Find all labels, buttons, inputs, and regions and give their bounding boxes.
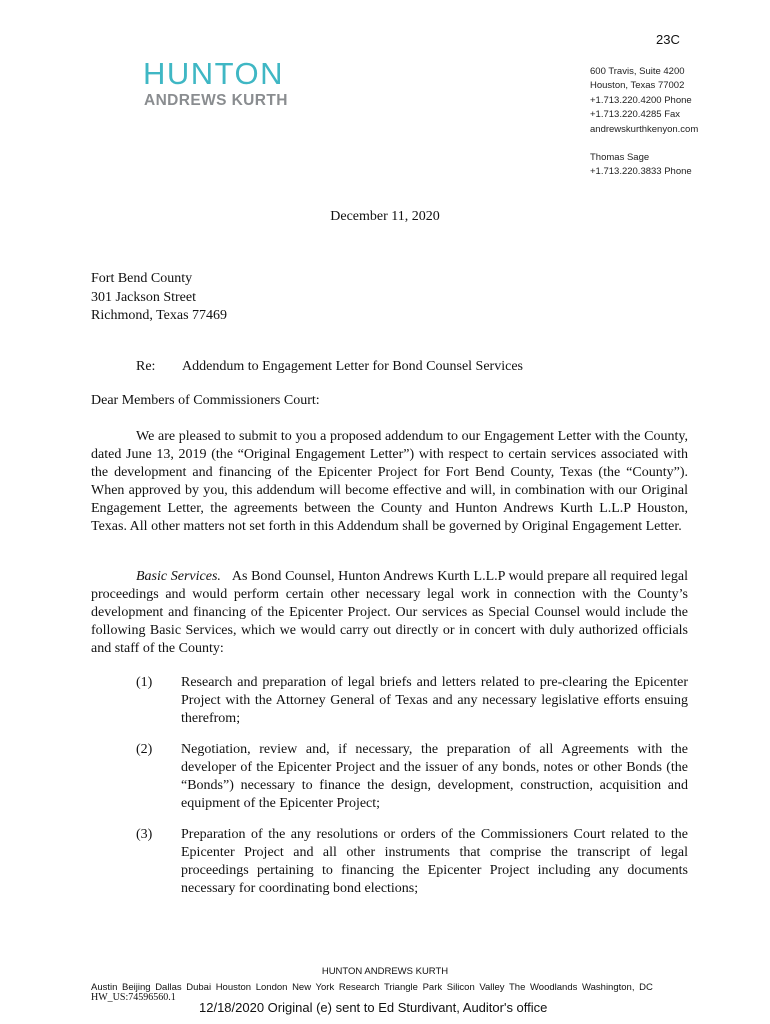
paragraph-intro bbox=[91, 428, 688, 537]
list-item-text: Preparation of the any resolutions or orders of the Commissioners Court related to the Epicenter Project and all other instruments that comprise the transcript of legal proceedings pertaining to financing the Epicenter Project including any documents necessary for coordinating bond elections; bbox=[181, 827, 688, 897]
page-number: 23C bbox=[656, 32, 680, 47]
recipient-line3: Richmond, Texas 77469 bbox=[91, 308, 228, 324]
recipient-line2: 301 Jackson Street bbox=[91, 289, 196, 305]
address-line2: Houston, Texas 77002 bbox=[590, 80, 685, 92]
list-item-number: (1) bbox=[136, 675, 153, 690]
re-subject: Addendum to Engagement Letter for Bond Counsel Services bbox=[182, 359, 523, 374]
letter-date: December 11, 2020 bbox=[330, 209, 440, 224]
recipient-address bbox=[91, 270, 227, 326]
recipient-line1: Fort Bend County bbox=[91, 271, 193, 286]
logo-hunton: HUNTON bbox=[143, 56, 285, 91]
contact-gap bbox=[590, 137, 698, 151]
address-line1: 600 Travis, Suite 4200 bbox=[590, 66, 685, 77]
logo-andrews-kurth: ANDREWS KURTH bbox=[144, 92, 288, 109]
list-item-text: Negotiation, review and, if necessary, the preparation of all Agreements with the developer of the Epicenter Project and the issuer of any bonds, notes or other Bonds (the “Bonds”) necessary to finance the design, development, construction, acquisition and equipment of the Epicenter Project; bbox=[181, 742, 688, 812]
list-item-number: (2) bbox=[136, 742, 153, 757]
re-label: Re: bbox=[136, 359, 156, 374]
footer-office-cities: Austin Beijing Dallas Dubai Houston London New York Research Triangle Park Silicon Valley The Woodlands Washington, DC bbox=[91, 982, 653, 993]
footer-handwritten-note: 12/18/2020 Original (e) sent to Ed Sturdivant, Auditor's office bbox=[199, 1000, 548, 1015]
list-item-number: (3) bbox=[136, 827, 153, 842]
contact-name: Thomas Sage bbox=[590, 152, 650, 164]
paragraph-heading: Basic Services. bbox=[136, 569, 221, 584]
list-item-text: Research and preparation of legal briefs and letters related to pre-clearing the Epicenter Project with the Attorney General of Texas and any necessary legislative efforts ensuing therefrom; bbox=[181, 675, 688, 727]
contact-phone: +1.713.220.3833 Phone bbox=[590, 166, 692, 178]
paragraph-basic-services-text: As Bond Counsel, Hunton Andrews Kurth L.L.P would prepare all required legal proceedings and would perform certain other necessary legal work in connection with the County’s development and financing of the Epicenter Project. Our services as Special Counsel would include the following Basic Services, which we would carry out directly or in concert with duly authorized officials and staff of the County: bbox=[91, 569, 688, 657]
re-line bbox=[136, 359, 523, 375]
paragraph-basic-services bbox=[91, 568, 688, 658]
salutation: Dear Members of Commissioners Court: bbox=[91, 393, 320, 408]
office-fax: +1.713.220.4285 Fax bbox=[590, 109, 681, 121]
letterhead-contact-block bbox=[590, 65, 698, 180]
office-phone: +1.713.220.4200 Phone bbox=[590, 94, 692, 106]
footer-firm-name: HUNTON ANDREWS KURTH bbox=[321, 966, 449, 977]
footer-document-id: HW_US:74596560.1 bbox=[91, 992, 176, 1003]
paragraph-intro-text: We are pleased to submit to you a proposed addendum to our Engagement Letter with the County, dated June 13, 2019 (the “Original Engagement Letter”) with respect to certain services associated with the development and financing of the Epicenter Project for Fort Bend County, Texas (the “County”). When approved by you, this addendum will become effective and will, in combination with our Original Engagement Letter, the agreements between the County and Hunton Andrews Kurth L.L.P Houston, Texas. All other matters not set forth in this Addendum shall be governed by Original Engagement Letter. bbox=[91, 429, 688, 535]
website: andrewskurthkenyon.com bbox=[590, 123, 699, 135]
